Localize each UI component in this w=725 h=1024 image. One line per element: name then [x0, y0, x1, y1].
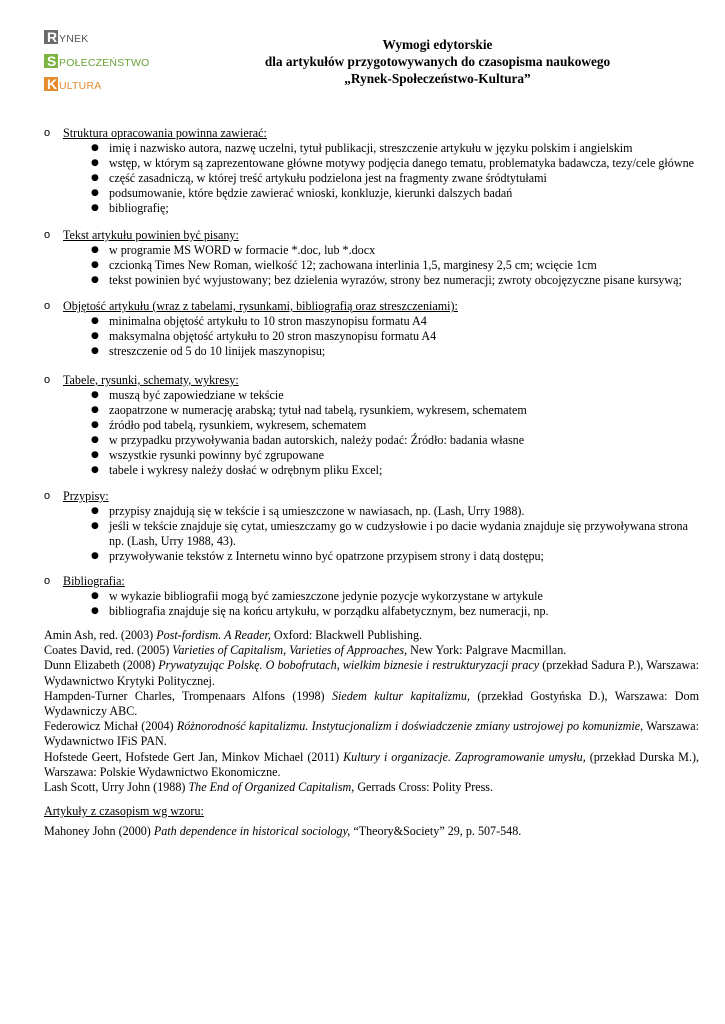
list-item: ● część zasadniczą, w której treść artykułu podzielona jest na fragmenty zwane śródtytułami: [91, 171, 547, 185]
logo-word-spoleczenstwo: POŁECZEŃSTWO: [59, 57, 150, 69]
bibliography-entry: Dunn Elizabeth (2008) Prywatyzując Polskę. O bobofrutach, wielkim biznesie i restrukturyzacji pracy (przekład Sadura P.), Warszawa: Wydawnictwo Krytyki Politycznej.: [44, 658, 699, 688]
bullet-icon: ●: [91, 173, 99, 183]
bullet-icon: ●: [91, 260, 99, 270]
bullet-icon: ●: [91, 275, 99, 285]
list-item: ● w przypadku przywoływania badan autorskich, należy podać: Źródło: badania własne: [91, 433, 525, 447]
section-footnotes: [44, 489, 704, 563]
section-heading: Struktura opracowania powinna zawierać:: [63, 126, 267, 140]
hollow-bullet-icon: o: [44, 374, 51, 386]
bibliography-entry: Amin Ash, red. (2003) Post-fordism. A Reader, Oxford: Blackwell Publishing.: [44, 628, 423, 642]
title-line-1: Wymogi edytorskie: [382, 37, 493, 52]
bullet-icon: ●: [91, 506, 99, 516]
list-item: ● przypisy znajdują się w tekście i są umieszczone w nawiasach, np. (Lash, Urry 1988).: [91, 504, 525, 518]
section-heading: Objętość artykułu (wraz z tabelami, rysunkami, bibliografią oraz streszczeniami):: [63, 299, 458, 313]
title-line-2: dla artykułów przygotowywanych do czasopisma naukowego: [264, 54, 611, 69]
list-item: ● tabele i wykresy należy dosłać w odrębnym pliku Excel;: [91, 463, 383, 477]
logo-word-kultura: ULTURA: [59, 80, 102, 92]
logo-word-rynek: YNEK: [59, 33, 89, 45]
hollow-bullet-icon: o: [44, 575, 51, 587]
section-tables-figures: [44, 373, 704, 477]
list-item: ● zaopatrzone w numerację arabską; tytuł nad tabelą, rysunkiem, wykresem, schematem: [91, 403, 527, 417]
list-item: ● podsumowanie, które będzie zawierać wnioski, konkluzje, kierunki dalszych badań: [91, 186, 513, 200]
logo-square-orange: K: [44, 77, 58, 91]
section-text-format: [44, 228, 704, 287]
document-title: [150, 36, 725, 87]
section-heading: Bibliografia:: [63, 574, 125, 588]
bibliography-entry: Lash Scott, Urry John (1988) The End of Organized Capitalism, Gerrads Cross: Polity Press.: [44, 780, 494, 795]
bibliography-entry: Hofstede Geert, Hofstede Gert Jan, Minkov Michael (2011) Kultury i organizacje. Zaprogramowanie umysłu, (przekład Durska M.), Warszawa: Polskie Wydawnictwo Ekonomiczne.: [44, 749, 699, 779]
section-heading: Tekst artykułu powinien być pisany:: [63, 228, 239, 242]
section-length: [44, 299, 704, 358]
article-example-entry: Mahoney John (2000) Path dependence in historical sociology, “Theory&Society” 29, p. 507-548.: [44, 824, 522, 838]
list-item: ● bibliografię;: [91, 201, 169, 215]
bullet-icon: ●: [91, 188, 99, 198]
bullet-icon: ●: [91, 346, 99, 356]
list-item: ● wszystkie rysunki powinny być zgrupowane: [91, 448, 324, 462]
bibliography-entry: Hampden-Turner Charles, Trompenaars Alfons (1998) Siedem kultur kapitalizmu, (przekład Gostyńska D.), Warszawa: Dom Wydawniczy ABC.: [44, 688, 699, 719]
logo-square-green: S: [44, 54, 58, 68]
title-line-3: „Rynek-Społeczeństwo-Kultura”: [344, 71, 531, 86]
list-item: ● czcionką Times New Roman, wielkość 12; zachowana interlinia 1,5, marginesy 2,5 cm; wcięcie 1cm: [91, 258, 597, 272]
bullet-icon: ●: [91, 316, 99, 326]
bullet-icon: ●: [91, 450, 99, 460]
bullet-icon: ●: [91, 591, 99, 601]
bullet-icon: ●: [91, 405, 99, 415]
list-item: ● muszą być zapowiedziane w tekście: [91, 388, 284, 402]
list-item: ● minimalna objętość artykułu to 10 stron maszynopisu formatu A4: [91, 314, 427, 328]
bullet-icon: ●: [91, 435, 99, 445]
hollow-bullet-icon: o: [44, 127, 51, 139]
bullet-icon: ●: [91, 465, 99, 475]
hollow-bullet-icon: o: [44, 300, 51, 312]
bullet-icon: ●: [91, 390, 99, 400]
bullet-icon: ●: [91, 331, 99, 341]
list-item: ● wstęp, w którym są zaprezentowane główne motywy podjęcia danego tematu, problematyka badawcza, tezy/cele główne: [91, 156, 694, 170]
bullet-icon: ●: [91, 420, 99, 430]
logo-square-grey: R: [44, 30, 58, 44]
list-item: ● w programie MS WORD w formacie *.doc, lub *.docx: [91, 243, 376, 257]
section-structure: [44, 126, 704, 215]
section-heading: Tabele, rysunki, schematy, wykresy:: [63, 373, 239, 387]
bullet-icon: ●: [91, 143, 99, 153]
journal-logo: [42, 24, 152, 96]
list-item: ● przywoływanie tekstów z Internetu winno być opatrzone przypisem strony i datą dostępu;: [91, 549, 544, 563]
list-item: ● w wykazie bibliografii mogą być zamieszczone jedynie pozycje wykorzystane w artykule: [91, 589, 543, 603]
bullet-icon: ●: [91, 606, 99, 616]
section-heading: Przypisy:: [63, 489, 109, 503]
list-item: ● źródło pod tabelą, rysunkiem, wykresem, schematem: [91, 418, 367, 432]
section-bibliography-rules: [44, 574, 704, 618]
bullet-icon: ●: [91, 551, 99, 561]
bibliography-examples: [44, 628, 699, 795]
list-item: ● streszczenie od 5 do 10 linijek maszynopisu;: [91, 344, 326, 358]
list-item: ● maksymalna objętość artykułu to 20 stron maszynopisu formatu A4: [91, 329, 437, 343]
bullet-icon: ●: [91, 203, 99, 213]
bibliography-entry: Coates David, red. (2005) Varieties of Capitalism, Varieties of Approaches, New York: Palgrave Macmillan.: [44, 643, 567, 658]
bullet-icon: ●: [91, 521, 99, 531]
list-item: ● imię i nazwisko autora, nazwę uczelni, tytuł publikacji, streszczenie artykułu w języku polskim i angielskim: [91, 141, 633, 155]
list-item: ● bibliografia znajduje się na końcu artykułu, w porządku alfabetycznym, bez numeracji, np.: [91, 604, 549, 618]
list-item: ● tekst powinien być wyjustowany; bez dzielenia wyrazów, strony bez numeracji; zwroty obcojęzyczne pisane kursywą;: [91, 273, 682, 287]
list-item: ● jeśli w tekście znajduje się cytat, umieszczamy go w cudzysłowie i po dacie wydania znajduje się przywoływana strona np. (Lash, Urry 1988, 43).: [91, 519, 688, 548]
bullet-icon: ●: [91, 158, 99, 168]
articles-heading: Artykuły z czasopism wg wzoru:: [44, 804, 204, 818]
bibliography-entry: Federowicz Michał (2004) Różnorodność kapitalizmu. Instytucjonalizm i doświadczenie zmiany ustrojowej po komunizmie, Warszawa: Wydawnictwo IFiS PAN.: [44, 719, 699, 749]
bullet-icon: ●: [91, 245, 99, 255]
hollow-bullet-icon: o: [44, 229, 51, 241]
hollow-bullet-icon: o: [44, 490, 51, 502]
